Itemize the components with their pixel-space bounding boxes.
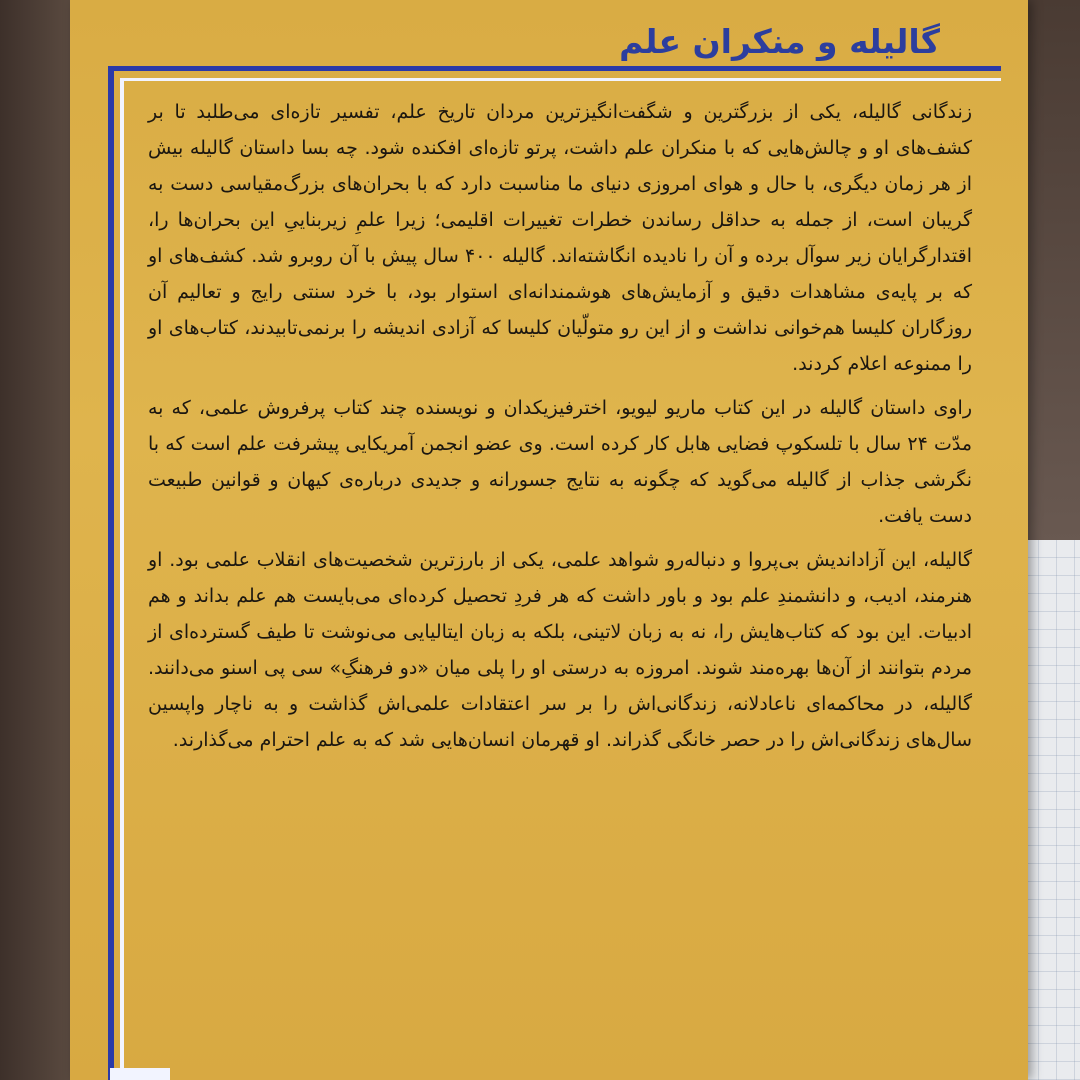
frame-bottom-white-tab	[110, 1068, 170, 1080]
background-wall-left	[0, 0, 70, 1080]
frame-top-blue-line	[108, 66, 1001, 71]
blurb-paragraph-2: راوی داستان گالیله در این کتاب ماریو لیویو، اخترفیزیکدان و نویسنده چند کتاب پرفروش علمی، که به مدّت ۲۴ سال با تلسکوپ فضایی هابل کار کرده است. وی عضو انجمن آمریکایی پیشرفت علم است که با نگرشی جذاب از گالیله می‌گوید که چگونه به نتایج جسورانه و جدیدی درباره‌ی کیهان و قوانین طبیعت دست یافت.	[148, 397, 972, 527]
book-title: گالیله و منکران علم	[619, 22, 940, 61]
background-wall-right	[1020, 0, 1080, 560]
blurb-paragraph-3: گالیله، این آزاداندیش بی‌پروا و دنباله‌رو شواهد علمی، یکی از بارزترین شخصیت‌های انقلاب علمی بود. او هنرمند، ادیب، و دانشمندِ علم بود و باور داشت که هر فردِ تحصیل کرده‌ای می‌بایست هم علم بداند و هم ادبیات. این بود که کتاب‌هایش را، نه به زبان لاتینی، بلکه به زبان ایتالیایی می‌نوشت تا طیف گسترده‌ای از مردم بتوانند از آن‌ها بهره‌مند شوند. امروزه به درستی او را پلی میان «دو فرهنگِ» سی پی اسنو می‌دانند. گالیله، در محاکمه‌ای ناعادلانه، زندگانی‌اش را بر سر اعتقادات علمی‌اش گذاشت و به ناچار واپسین سال‌های زندگانی‌اش را در حصر خانگی گذراند. او قهرمان انسان‌هایی شد که به علم احترام می‌گذارند.	[148, 549, 972, 751]
blurb-paragraph-1: زندگانی گالیله، یکی از بزرگترین و شگفت‌انگیزترین مردان تاریخ علم، تفسیر تازه‌ای می‌طلبد تا بر کشف‌های او و چالش‌هایی که با منکران علم داشت، پرتو تازه‌ای افکنده شود. چه بسا داستان گالیله بیش از هر زمان دیگری، با حال و هوای امروزی دنیای ما مناسبت دارد که با بحران‌های بزرگ‌مقیاسی دست به گریبان است، از جمله به حداقل رساندن خطرات تغییرات اقلیمی؛ زیرا علمِ زیربناییِ این بحران‌ها را، اقتدارگرایان زیر سوآل برده و آن را نادیده انگاشته‌اند. گالیله ۴۰۰ سال پیش با آن روبرو شد. کشف‌های او که بر پایه‌ی مشاهدات دقیق و آزمایش‌های هوشمندانه‌ای استوار بود، با خرد سنتی رایج و تعالیم آن روزگاران کلیسا هم‌خوانی نداشت و از این رو متولّیان کلیسا که آزادی اندیشه را برنمی‌تابیدند، کتاب‌های او را ممنوعه اعلام کردند.	[148, 101, 972, 375]
background-grid-mat	[1020, 540, 1080, 1080]
blurb-text	[148, 94, 972, 766]
frame-left-white-line	[120, 78, 124, 1080]
frame-left-blue-line	[108, 66, 114, 1080]
frame-top-white-line	[120, 78, 1001, 81]
book-back-cover	[70, 0, 1028, 1080]
